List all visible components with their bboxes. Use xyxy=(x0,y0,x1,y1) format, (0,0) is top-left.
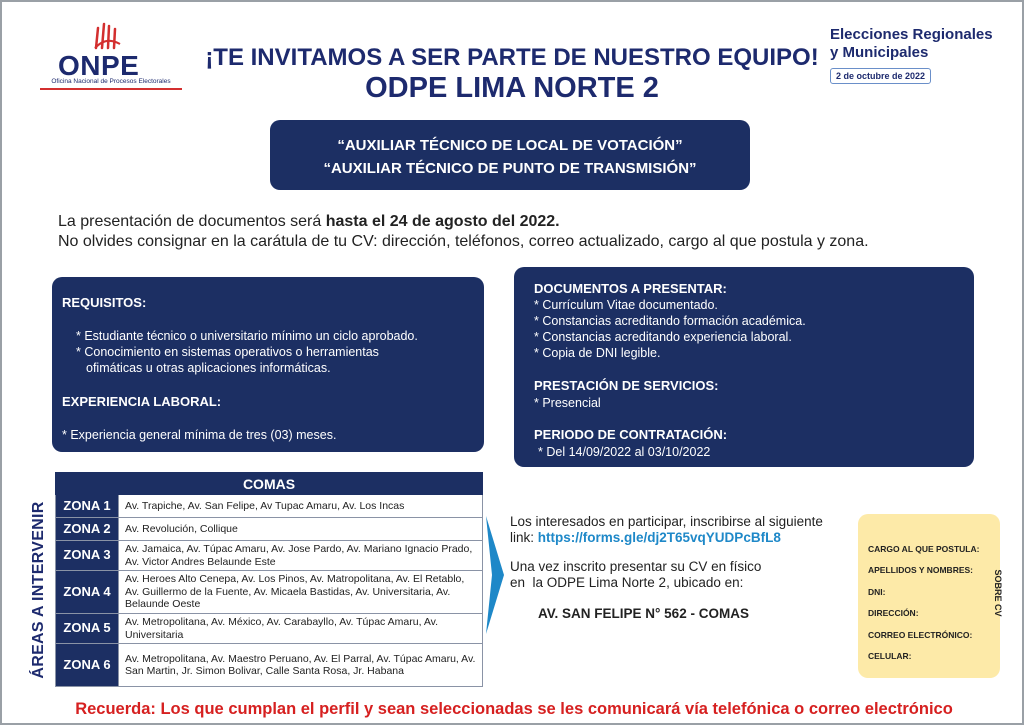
envelope-side-label xyxy=(990,548,1006,638)
service-item: * Presencial xyxy=(534,396,601,410)
zone-streets: Av. Trapiche, Av. San Felipe, Av Tupac Amaru, Av. Los Incas xyxy=(119,495,483,518)
positions-box xyxy=(270,120,750,190)
logo-name: ONPE xyxy=(58,50,140,81)
election-title-line1: Elecciones Regionales xyxy=(830,26,993,43)
zone-streets: Av. Jamaica, Av. Túpac Amaru, Av. Jose Pardo, Av. Mariano Ignacio Prado, Av. Victor Andres Belaunde Este xyxy=(119,541,483,571)
position-1: “AUXILIAR TÉCNICO DE LOCAL DE VOTACIÓN” xyxy=(337,137,683,154)
table-row xyxy=(56,541,483,571)
zone-label: ZONA 6 xyxy=(56,644,119,687)
deadline-line xyxy=(58,212,958,232)
table-row xyxy=(56,644,483,687)
zone-streets: Av. Metropolitana, Av. Maestro Peruano, Av. El Parral, Av. Túpac Amaru, Av. San Martin, Jr. Simon Bolivar, Calle Santa Rosa, Jr. Habana xyxy=(119,644,483,687)
requirement-item: * Estudiante técnico o universitario mínimo un ciclo aprobado. xyxy=(76,329,418,343)
document-item: * Currículum Vitae documentado. xyxy=(534,298,718,312)
registration-text: Los interesados en participar, inscribirse al siguiente link: xyxy=(510,514,823,545)
logo-subtitle: Oficina Nacional de Procesos Electorales xyxy=(51,78,171,85)
requirement-item: ofimáticas u otras aplicaciones informáticas. xyxy=(86,361,331,375)
document-item: * Copia de DNI legible. xyxy=(534,346,661,360)
position-2: “AUXILIAR TÉCNICO DE PUNTO DE TRANSMISIÓN” xyxy=(323,160,697,177)
office-address: AV. SAN FELIPE N° 562 - COMAS xyxy=(538,606,749,621)
logo-underline xyxy=(40,88,182,90)
envelope-field: CARGO AL QUE POSTULA: xyxy=(868,544,980,554)
service-title: PRESTACIÓN DE SERVICIOS: xyxy=(534,378,719,393)
areas-label-text: ÁREAS A INTERVENIR xyxy=(30,501,47,679)
period-item: * Del 14/09/2022 al 03/10/2022 xyxy=(538,445,711,459)
envelope-field: DIRECCIÓN: xyxy=(868,608,919,618)
cv-envelope xyxy=(858,514,1000,678)
office-heading: ODPE LIMA NORTE 2 xyxy=(365,72,659,104)
zone-label: ZONA 3 xyxy=(56,541,119,571)
zone-streets: Av. Revolución, Collique xyxy=(119,518,483,541)
zone-streets: Av. Metropolitana, Av. México, Av. Carabayllo, Av. Túpac Amaru, Av. Universitaria xyxy=(119,614,483,644)
envelope-field: APELLIDOS Y NOMBRES: xyxy=(868,565,974,575)
experience-item: * Experiencia general mínima de tres (03) meses. xyxy=(62,428,337,442)
cv-delivery-line1: Una vez inscrito presentar su CV en físico xyxy=(510,559,762,574)
deadline-date: hasta el 24 de agosto del 2022. xyxy=(325,213,560,230)
election-title-line2: y Municipales xyxy=(830,44,929,61)
zone-label: ZONA 2 xyxy=(56,518,119,541)
documents-title: DOCUMENTOS A PRESENTAR: xyxy=(534,281,727,296)
requirements-title: REQUISITOS: xyxy=(62,295,147,310)
election-badge xyxy=(830,26,1020,84)
areas-label xyxy=(20,490,58,690)
envelope-field: CELULAR: xyxy=(868,651,912,661)
requirements-panel xyxy=(52,277,484,452)
deadline-prefix: La presentación de documentos será xyxy=(58,213,326,230)
requirement-item: * Conocimiento en sistemas operativos o herramientas xyxy=(76,345,379,359)
table-row xyxy=(56,614,483,644)
zone-streets: Av. Heroes Alto Cenepa, Av. Los Pinos, Av. Matropolitana, Av. El Retablo, Av. Guillermo de la Fuente, Av. Micaela Bastidas, Av. Universitaria, Av. Belaunde Oeste xyxy=(119,571,483,614)
zone-label: ZONA 4 xyxy=(56,571,119,614)
footer-note: Recuerda: Los que cumplan el perfil y sean seleccionadas se les comunicará vía telefónica o correo electrónico xyxy=(75,700,953,718)
arrow-right-icon xyxy=(486,516,504,634)
experience-title: EXPERIENCIA LABORAL: xyxy=(62,394,222,409)
envelope-field: CORREO ELECTRÓNICO: xyxy=(868,630,973,640)
registration-block xyxy=(510,514,850,546)
district-header: COMAS xyxy=(56,473,483,495)
envelope-field: DNI: xyxy=(868,587,886,597)
period-title: PERIODO DE CONTRATACIÓN: xyxy=(534,427,728,442)
registration-link[interactable]: https://forms.gle/dj2T65vqYUDPcBfL8 xyxy=(537,530,781,545)
invitation-heading: ¡TE INVITAMOS A SER PARTE DE NUESTRO EQUIPO! xyxy=(205,44,819,71)
ballot-hand-icon xyxy=(92,22,128,50)
document-item: * Constancias acreditando experiencia laboral. xyxy=(534,330,792,344)
documents-panel xyxy=(514,267,974,467)
table-row xyxy=(56,571,483,614)
intro-text xyxy=(58,212,958,252)
table-row xyxy=(56,518,483,541)
onpe-logo xyxy=(40,22,182,92)
cv-instructions: No olvides consignar en la carátula de tu CV: dirección, teléfonos, correo actualizado, cargo al que postula y zona. xyxy=(58,233,869,250)
election-date: 2 de octubre de 2022 xyxy=(830,68,931,84)
zone-label: ZONA 5 xyxy=(56,614,119,644)
zones-table xyxy=(55,472,483,687)
cv-delivery-line2: en la ODPE Lima Norte 2, ubicado en: xyxy=(510,575,744,590)
table-row xyxy=(56,495,483,518)
envelope-side-text: SOBRE CV xyxy=(993,569,1003,617)
zone-label: ZONA 1 xyxy=(56,495,119,518)
cv-delivery-text xyxy=(510,559,850,591)
document-item: * Constancias acreditando formación académica. xyxy=(534,314,806,328)
